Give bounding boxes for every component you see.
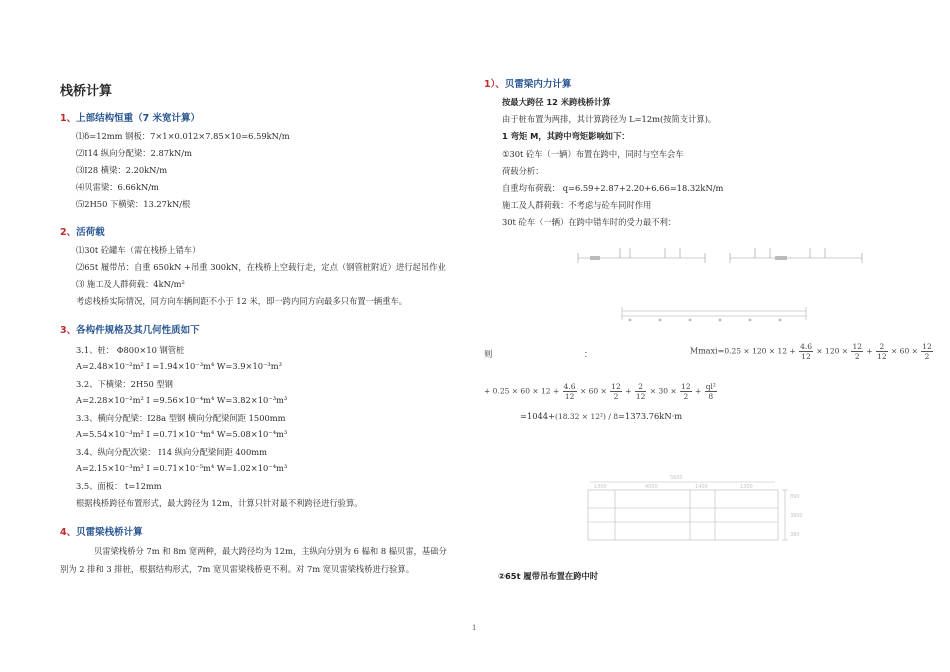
section-heading-3 xyxy=(60,322,200,336)
numerator: 2 xyxy=(635,382,647,392)
section-number: 4、 xyxy=(60,527,77,538)
paragraph-line: 别为 2 排和 3 排桩，根据结构形式，7m 宽贝雷梁栈桥更不利。对 7m 宽贝雷梁栈桥进行验算。 xyxy=(60,564,415,574)
paragraph: 自重均布荷载： q=6.59+2.87+2.20+6.66=18.32kN/m xyxy=(502,183,724,193)
list-item: ⑴30t 砼罐车（需在栈桥上错车） xyxy=(76,245,201,255)
span-schematic-figure xyxy=(620,303,810,325)
list-item: ⑵I14 纵向分配梁：2.87kN/m xyxy=(76,148,192,158)
result-part: =1044+ xyxy=(520,411,556,421)
subsection-title: 按最大跨径 12 米跨栈桥计算 xyxy=(502,97,611,107)
formula-term: × 30 × xyxy=(649,386,677,396)
denominator: 2 xyxy=(924,352,930,361)
formula-term: + xyxy=(695,386,702,396)
paragraph: 由于桩布置为两排，其计算跨径为 L=12m(按简支计算)。 xyxy=(502,114,717,124)
fraction xyxy=(635,382,647,401)
section-text: 各构件规格及其几何性质如下 xyxy=(76,325,200,336)
then-label: 则 xyxy=(484,349,493,359)
mmax-formula-line1 xyxy=(690,342,934,361)
section-number: 1、 xyxy=(60,113,77,124)
fraction xyxy=(921,342,933,361)
list-item: ⑴δ=12mm 钢板：7×1×0.012×7.85×10=6.59kN/m xyxy=(76,131,290,141)
denominator: 12 xyxy=(801,352,811,361)
fraction xyxy=(680,382,692,401)
section-heading-2 xyxy=(60,224,105,238)
spec-line: A=2.48×10⁻²m² I =1.94×10⁻³m⁴ W=3.9×10⁻³m³ xyxy=(76,361,282,371)
section-text: 贝雷梁内力计算 xyxy=(504,79,572,90)
spec-line: 3.4、纵向分配次梁： I14 纵向分配梁间距 400mm xyxy=(76,447,267,457)
numerator: 12 xyxy=(681,382,691,391)
mmax-label: Mmaxi= xyxy=(690,346,725,356)
list-item: ⑵65t 履带吊：自重 650kN +吊重 300kN，在栈桥上空载行走，定点（钢管桩附近）进行起吊作业 xyxy=(76,262,446,272)
colon-label: ： xyxy=(584,349,593,359)
fraction xyxy=(876,342,888,361)
spec-line: 3.3、横向分配梁：I28a 型钢 横向分配梁间距 1500mm xyxy=(76,413,286,423)
paragraph: 荷载分析： xyxy=(502,166,544,176)
dimension-label: 1300 xyxy=(594,484,607,490)
section-number: 3、 xyxy=(60,325,77,336)
denominator: 2 xyxy=(854,352,860,361)
dimension-label: 5600 xyxy=(670,475,683,481)
formula-term: × 60 × xyxy=(579,386,607,396)
page-number: 1 xyxy=(472,624,477,632)
spec-line: 3.2、下横梁：2H50 型钢 xyxy=(76,379,173,389)
fraction xyxy=(563,382,577,401)
formula-term: + 0.25 × 60 × 12 + xyxy=(484,386,560,396)
numerator: 12 xyxy=(611,382,621,391)
crane-layout-figure xyxy=(580,470,810,560)
paragraph: ①30t 砼车（一辆）布置在跨中，同时与空车会车 xyxy=(502,149,684,159)
mmax-formula-line2 xyxy=(484,382,718,401)
section-heading-r1 xyxy=(484,76,571,90)
numerator: ql² xyxy=(705,382,716,391)
paragraph: 根据栈桥跨径布置形式，最大跨径为 12m，计算只针对最不利跨径进行验算。 xyxy=(76,498,363,508)
dimension-label: 3900 xyxy=(790,513,803,519)
paragraph: 施工及人群荷载：不考虑与砼车同时作用 xyxy=(502,200,652,210)
formula-term: + xyxy=(625,386,632,396)
fraction xyxy=(851,342,863,361)
section-number: 2、 xyxy=(60,227,77,238)
numerator: 4.6 xyxy=(800,342,812,351)
fraction xyxy=(705,382,717,401)
list-item: ⑷贝雷梁：6.66kN/m xyxy=(76,182,159,192)
load-diagram-figure xyxy=(570,240,870,270)
fraction xyxy=(799,342,813,361)
spec-line: 3.5、面板： t=12mm xyxy=(76,481,162,491)
result-line xyxy=(520,411,682,421)
section-heading-1 xyxy=(60,110,200,124)
numerator: 2 xyxy=(876,342,888,352)
formula-term: 0.25 × 120 × 12 + xyxy=(724,346,796,356)
dimension-label: 4000 xyxy=(645,484,658,490)
paragraph: 30t 砼车（一辆）在跨中错车时的受力最不利： xyxy=(502,217,677,227)
section-text: 活荷载 xyxy=(76,227,105,238)
spec-line: A=2.15×10⁻³m² I =0.71×10⁻⁵m⁴ W=1.02×10⁻⁴m³ xyxy=(76,463,288,473)
list-item: ⑸2H50 下横梁：13.27kN/根 xyxy=(76,199,191,209)
dimension-label: 1300 xyxy=(740,484,753,490)
paragraph-line: 贝雷梁栈桥分 7m 和 8m 宽两种，最大跨径均为 12m，主纵向分别为 6 榀和 8 榀贝雷，基础分 xyxy=(94,546,447,556)
section-number: 1）、 xyxy=(484,79,505,90)
denominator: 2 xyxy=(683,392,689,401)
denominator: 8 xyxy=(708,392,714,401)
formula-term: × 60 × xyxy=(891,346,918,356)
section-text: 上部结构恒重（7 米宽计算） xyxy=(76,113,201,124)
formula-term: + xyxy=(866,346,873,356)
denominator: 12 xyxy=(564,392,575,401)
result-part: (18.32 × 12²) / 8 xyxy=(555,412,619,421)
section-text: 贝雷梁栈桥计算 xyxy=(76,527,143,538)
spec-line: 3.1、桩： Φ800×10 钢管桩 xyxy=(76,345,185,355)
numerator: 12 xyxy=(852,342,862,351)
section-heading-4 xyxy=(60,524,143,538)
moment-title: 1 弯矩 M，其跨中弯矩影响如下： xyxy=(502,131,630,141)
spec-line: A=2.28×10⁻²m² I =9.56×10⁻⁴m⁴ W=3.82×10⁻³m³ xyxy=(76,395,288,405)
numerator: 12 xyxy=(922,342,932,351)
dimension-label: 1400 xyxy=(695,484,708,490)
list-item: ⑶ 施工及人群荷载：4kN/m² xyxy=(76,279,185,289)
spec-line: A=5.54×10⁻³m² I =0.71×10⁻⁴m⁴ W=5.08×10⁻⁴m³ xyxy=(76,429,288,439)
page-title: 栈桥计算 xyxy=(60,84,113,99)
numerator: 4.6 xyxy=(563,382,576,391)
paragraph: 考虑栈桥实际情况，同方向车辆间距不小于 12 米，即一跨内同方向最多只布置一辆重车。 xyxy=(76,296,408,306)
crane-case-title: ②65t 履带吊布置在跨中时 xyxy=(498,571,599,581)
denominator: 12 xyxy=(877,352,887,361)
list-item: ⑶I28 横梁：2.20kN/m xyxy=(76,165,168,175)
dimension-label: 380 xyxy=(790,532,800,538)
denominator: 2 xyxy=(613,392,619,401)
formula-term: × 120 × xyxy=(816,346,849,356)
fraction xyxy=(610,382,622,401)
denominator: 12 xyxy=(635,392,646,401)
result-part: =1373.76kN·m xyxy=(618,411,683,421)
dimension-label: 890 xyxy=(790,494,800,500)
